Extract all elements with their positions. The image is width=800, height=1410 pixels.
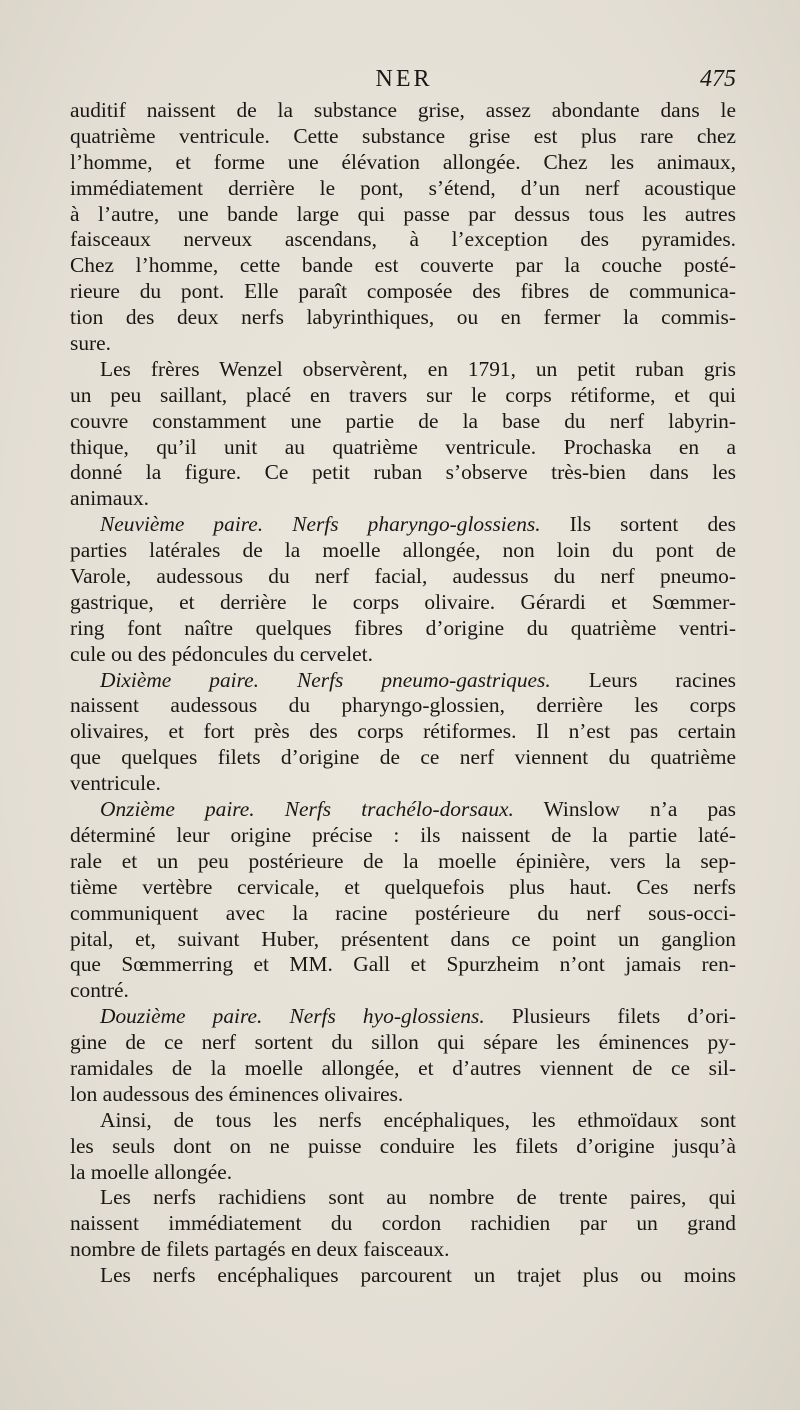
running-head	[72, 66, 736, 100]
body-text	[70, 98, 736, 1289]
line-text: gastrique, et derrière le corps olivaire. Gérardi et Sœmmer-	[70, 589, 736, 614]
text-line	[70, 486, 736, 512]
line-text: Les nerfs rachidiens sont au nombre de trente paires, qui	[100, 1185, 736, 1210]
text-line	[70, 512, 736, 538]
section-heading: Douzième paire. Nerfs hyo-glossiens.	[100, 1004, 485, 1029]
text-line	[70, 331, 736, 357]
line-text: olivaires, et fort près des corps rétiformes. Il n’est pas certain	[70, 719, 736, 744]
text-line	[70, 564, 736, 590]
line-text: auditif naissent de la substance grise, assez abondante dans le	[70, 98, 736, 122]
text-line	[70, 1056, 736, 1082]
line-text: gine de ce nerf sortent du sillon qui sépare les éminences py-	[70, 1030, 736, 1055]
text-line	[70, 1211, 736, 1237]
line-text: cule ou des pédoncules du cervelet.	[70, 641, 373, 666]
line-text: tième vertèbre cervicale, et quelquefois plus haut. Ces nerfs	[70, 874, 736, 899]
text-line	[70, 1004, 736, 1030]
text-line	[70, 202, 736, 228]
line-text: donné la figure. Ce petit ruban s’observe très-bien dans les	[70, 460, 736, 485]
text-line	[70, 227, 736, 253]
text-line	[70, 616, 736, 642]
section-heading: Neuvième paire. Nerfs pharyngo-glossiens.	[100, 512, 541, 537]
line-text: les seuls dont on ne puisse conduire les filets d’origine jusqu’à	[70, 1133, 736, 1158]
section-heading: Dixième paire. Nerfs pneumo-gastriques.	[100, 667, 551, 692]
text-line	[70, 927, 736, 953]
line-text: animaux.	[70, 486, 150, 511]
line-text: contré.	[70, 978, 129, 1003]
line-text: naissent immédiatement du cordon rachidien par un grand	[70, 1211, 736, 1236]
line-text: immédiatement derrière le pont, s’étend, d’un nerf acoustique	[70, 175, 736, 200]
text-line	[70, 1030, 736, 1056]
text-line	[70, 124, 736, 150]
text-line	[70, 383, 736, 409]
line-text: parties latérales de la moelle allongée, non loin du pont de	[70, 538, 736, 563]
text-line	[70, 435, 736, 461]
text-line	[70, 98, 736, 124]
line-text: thique, qu’il unit au quatrième ventricule. Prochaska en a	[70, 434, 736, 459]
text-line	[70, 1160, 736, 1186]
text-line	[70, 1185, 736, 1211]
line-text: Plusieurs filets d’ori-	[484, 1004, 736, 1029]
text-line	[70, 1263, 736, 1289]
line-text: naissent audessous du pharyngo-glossien, derrière les corps	[70, 693, 736, 718]
text-line	[70, 176, 736, 202]
line-text: tion des deux nerfs labyrinthiques, ou en fermer la commis-	[70, 305, 736, 330]
line-text: que Sœmmerring et MM. Gall et Spurzheim n’ont jamais ren-	[70, 952, 736, 977]
text-line	[70, 719, 736, 745]
line-text: Varole, audessous du nerf facial, audessus du nerf pneumo-	[70, 564, 736, 589]
text-line	[70, 1134, 736, 1160]
text-line	[70, 305, 736, 331]
line-text: Winslow n’a pas	[513, 797, 736, 822]
text-line	[70, 901, 736, 927]
line-text: à l’autre, une bande large qui passe par dessus tous les autres	[70, 201, 736, 226]
line-text: Les frères Wenzel observèrent, en 1791, un petit ruban gris	[100, 356, 736, 381]
line-text: Ils sortent des	[540, 512, 736, 537]
text-line	[70, 253, 736, 279]
text-line	[70, 409, 736, 435]
line-text: la moelle allongée.	[70, 1159, 233, 1184]
line-text: Les nerfs encéphaliques parcourent un trajet plus ou moins	[100, 1263, 736, 1288]
text-line	[70, 952, 736, 978]
line-text: un peu saillant, placé en travers sur le corps rétiforme, et qui	[70, 382, 736, 407]
text-line	[70, 642, 736, 668]
line-text: déterminé leur origine précise : ils naissent de la partie laté-	[70, 822, 736, 847]
text-line	[70, 357, 736, 383]
line-text: communiquent avec la racine postérieure du nerf sous-occi-	[70, 900, 736, 925]
text-line	[70, 745, 736, 771]
text-line	[70, 978, 736, 1004]
line-text: couvre constamment une partie de la base du nerf labyrin-	[70, 408, 736, 433]
text-line	[70, 668, 736, 694]
page-number: 475	[700, 66, 736, 92]
line-text: nombre de filets partagés en deux faisceaux.	[70, 1237, 450, 1262]
line-text: l’homme, et forme une élévation allongée. Chez les animaux,	[70, 149, 736, 174]
text-line	[70, 538, 736, 564]
text-line	[70, 849, 736, 875]
text-line	[70, 279, 736, 305]
text-line	[70, 150, 736, 176]
line-text: ventricule.	[70, 771, 161, 796]
text-line	[70, 1082, 736, 1108]
line-text: Leurs racines	[550, 667, 737, 692]
text-line	[70, 797, 736, 823]
text-line	[70, 693, 736, 719]
line-text: Ainsi, de tous les nerfs encéphaliques, les ethmoïdaux sont	[100, 1107, 736, 1132]
line-text: quatrième ventricule. Cette substance grise est plus rare chez	[70, 123, 736, 148]
line-text: ramidales de la moelle allongée, et d’autres viennent de ce sil-	[70, 1055, 736, 1080]
text-line	[70, 823, 736, 849]
line-text: sure.	[70, 331, 111, 356]
line-text: rale et un peu postérieure de la moelle épinière, vers la sep-	[70, 848, 736, 873]
line-text: que quelques filets d’origine de ce nerf viennent du quatrième	[70, 745, 736, 770]
text-line	[70, 590, 736, 616]
section-heading: Onzième paire. Nerfs trachélo-dorsaux.	[100, 797, 514, 822]
line-text: ring font naître quelques fibres d’origine du quatrième ventri-	[70, 615, 736, 640]
text-line	[70, 875, 736, 901]
line-text: rieure du pont. Elle paraît composée des fibres de communica-	[70, 279, 736, 304]
line-text: Chez l’homme, cette bande est couverte par la couche posté-	[70, 253, 736, 278]
text-line	[70, 460, 736, 486]
text-line	[70, 1237, 736, 1263]
running-head-title: NER	[375, 66, 433, 92]
line-text: lon audessous des éminences olivaires.	[70, 1081, 404, 1106]
text-line	[70, 771, 736, 797]
text-line	[70, 1108, 736, 1134]
line-text: pital, et, suivant Huber, présentent dans ce point un ganglion	[70, 926, 736, 951]
line-text: faisceaux nerveux ascendans, à l’exception des pyramides.	[70, 227, 736, 252]
